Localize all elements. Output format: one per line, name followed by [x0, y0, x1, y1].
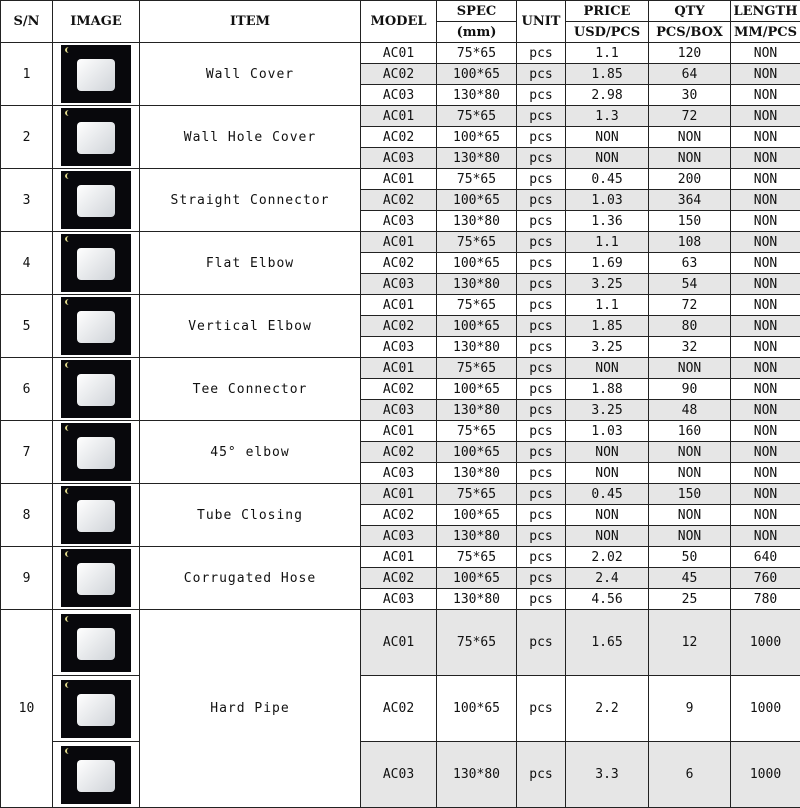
price-cell: NON: [566, 127, 649, 148]
spec-cell: 75*65: [437, 106, 517, 127]
unit-cell: pcs: [517, 85, 566, 106]
product-shape: [77, 628, 115, 660]
length-cell: 640: [731, 547, 800, 568]
qty-cell: 108: [649, 232, 731, 253]
length-cell: NON: [731, 337, 800, 358]
price-cell: 0.45: [566, 169, 649, 190]
header-spec-unit: (mm): [437, 22, 517, 43]
qty-cell: NON: [649, 442, 731, 463]
spec-cell: 130*80: [437, 211, 517, 232]
unit-cell: pcs: [517, 64, 566, 85]
product-shape: [77, 437, 115, 469]
length-cell: NON: [731, 295, 800, 316]
price-cell: 2.02: [566, 547, 649, 568]
item-name: Wall Cover: [140, 43, 361, 106]
spec-cell: 75*65: [437, 484, 517, 505]
product-image: [61, 680, 131, 738]
sn-cell: 5: [1, 295, 53, 358]
spec-cell: 130*80: [437, 589, 517, 610]
table-row: [1, 610, 800, 676]
logo-icon: [65, 173, 73, 179]
unit-cell: pcs: [517, 526, 566, 547]
price-cell: NON: [566, 358, 649, 379]
model-cell: AC01: [361, 610, 437, 676]
qty-cell: 160: [649, 421, 731, 442]
sn-cell: 1: [1, 43, 53, 106]
item-name: Tube Closing: [140, 484, 361, 547]
model-cell: AC02: [361, 253, 437, 274]
spec-cell: 130*80: [437, 274, 517, 295]
unit-cell: pcs: [517, 547, 566, 568]
unit-cell: pcs: [517, 253, 566, 274]
price-cell: NON: [566, 442, 649, 463]
header-image: IMAGE: [53, 1, 140, 43]
product-image: [61, 234, 131, 292]
length-cell: NON: [731, 253, 800, 274]
price-cell: 1.1: [566, 232, 649, 253]
price-cell: 1.1: [566, 295, 649, 316]
spec-cell: 100*65: [437, 253, 517, 274]
table-row: [1, 358, 800, 379]
model-cell: AC01: [361, 232, 437, 253]
model-cell: AC03: [361, 85, 437, 106]
sn-cell: 10: [1, 610, 53, 808]
spec-cell: 100*65: [437, 505, 517, 526]
qty-cell: NON: [649, 148, 731, 169]
logo-icon: [65, 47, 73, 53]
spec-cell: 100*65: [437, 64, 517, 85]
spec-cell: 130*80: [437, 337, 517, 358]
length-cell: NON: [731, 64, 800, 85]
model-cell: AC02: [361, 568, 437, 589]
table-row: [1, 295, 800, 316]
table-row: [1, 742, 800, 808]
unit-cell: pcs: [517, 676, 566, 742]
unit-cell: pcs: [517, 742, 566, 808]
price-cell: NON: [566, 463, 649, 484]
unit-cell: pcs: [517, 127, 566, 148]
price-cell: 2.2: [566, 676, 649, 742]
spec-cell: 130*80: [437, 400, 517, 421]
qty-cell: 45: [649, 568, 731, 589]
unit-cell: pcs: [517, 106, 566, 127]
header-price-unit: USD/PCS: [566, 22, 649, 43]
product-shape: [77, 59, 115, 91]
header-length: LENGTH: [731, 1, 800, 22]
table-row: [1, 106, 800, 127]
length-cell: 1000: [731, 676, 800, 742]
spec-cell: 130*80: [437, 742, 517, 808]
qty-cell: 150: [649, 484, 731, 505]
product-shape: [77, 563, 115, 595]
price-cell: NON: [566, 505, 649, 526]
qty-cell: 64: [649, 64, 731, 85]
item-name: Flat Elbow: [140, 232, 361, 295]
image-cell: [53, 484, 140, 547]
length-cell: NON: [731, 190, 800, 211]
model-cell: AC01: [361, 295, 437, 316]
price-cell: 1.85: [566, 64, 649, 85]
model-cell: AC02: [361, 379, 437, 400]
product-image: [61, 297, 131, 355]
model-cell: AC01: [361, 43, 437, 64]
spec-cell: 130*80: [437, 463, 517, 484]
price-cell: 1.1: [566, 43, 649, 64]
image-cell: [53, 742, 140, 808]
spec-cell: 75*65: [437, 295, 517, 316]
item-name: Corrugated Hose: [140, 547, 361, 610]
spec-cell: 75*65: [437, 610, 517, 676]
image-cell: [53, 169, 140, 232]
header-item: ITEM: [140, 1, 361, 43]
logo-icon: [65, 616, 73, 622]
price-cell: 0.45: [566, 484, 649, 505]
model-cell: AC03: [361, 337, 437, 358]
product-image: [61, 171, 131, 229]
unit-cell: pcs: [517, 379, 566, 400]
price-cell: 1.85: [566, 316, 649, 337]
length-cell: NON: [731, 316, 800, 337]
model-cell: AC01: [361, 484, 437, 505]
product-shape: [77, 374, 115, 406]
unit-cell: pcs: [517, 232, 566, 253]
length-cell: NON: [731, 505, 800, 526]
length-cell: NON: [731, 379, 800, 400]
price-cell: 3.25: [566, 274, 649, 295]
unit-cell: pcs: [517, 190, 566, 211]
price-cell: 1.65: [566, 610, 649, 676]
price-cell: 1.3: [566, 106, 649, 127]
product-shape: [77, 122, 115, 154]
table-row: [1, 169, 800, 190]
header-qty: QTY: [649, 1, 731, 22]
model-cell: AC02: [361, 316, 437, 337]
model-cell: AC02: [361, 127, 437, 148]
price-cell: 4.56: [566, 589, 649, 610]
unit-cell: pcs: [517, 400, 566, 421]
qty-cell: 364: [649, 190, 731, 211]
spec-cell: 100*65: [437, 442, 517, 463]
unit-cell: pcs: [517, 274, 566, 295]
model-cell: AC02: [361, 676, 437, 742]
table-row: [1, 484, 800, 505]
model-cell: AC03: [361, 742, 437, 808]
qty-cell: 72: [649, 106, 731, 127]
table-row: [1, 43, 800, 64]
qty-cell: 12: [649, 610, 731, 676]
price-cell: 1.03: [566, 190, 649, 211]
length-cell: NON: [731, 421, 800, 442]
unit-cell: pcs: [517, 316, 566, 337]
item-name: Hard Pipe: [140, 610, 361, 808]
spec-cell: 75*65: [437, 169, 517, 190]
spec-cell: 75*65: [437, 547, 517, 568]
logo-icon: [65, 425, 73, 431]
qty-cell: 120: [649, 43, 731, 64]
product-shape: [77, 185, 115, 217]
model-cell: AC01: [361, 547, 437, 568]
spec-cell: 130*80: [437, 148, 517, 169]
logo-icon: [65, 236, 73, 242]
spec-cell: 100*65: [437, 568, 517, 589]
unit-cell: pcs: [517, 505, 566, 526]
sn-cell: 3: [1, 169, 53, 232]
model-cell: AC02: [361, 442, 437, 463]
product-image: [61, 486, 131, 544]
qty-cell: 80: [649, 316, 731, 337]
spec-cell: 100*65: [437, 190, 517, 211]
length-cell: NON: [731, 106, 800, 127]
item-name: Straight Connector: [140, 169, 361, 232]
model-cell: AC03: [361, 400, 437, 421]
qty-cell: NON: [649, 505, 731, 526]
price-cell: 1.03: [566, 421, 649, 442]
product-image: [61, 423, 131, 481]
logo-icon: [65, 682, 73, 688]
product-image: [61, 108, 131, 166]
header-spec: SPEC: [437, 1, 517, 22]
logo-icon: [65, 299, 73, 305]
model-cell: AC03: [361, 526, 437, 547]
table-row: [1, 676, 800, 742]
price-cell: 2.98: [566, 85, 649, 106]
model-cell: AC03: [361, 211, 437, 232]
length-cell: NON: [731, 358, 800, 379]
price-cell: 1.36: [566, 211, 649, 232]
qty-cell: NON: [649, 463, 731, 484]
length-cell: NON: [731, 148, 800, 169]
product-image: [61, 614, 131, 672]
unit-cell: pcs: [517, 442, 566, 463]
qty-cell: 150: [649, 211, 731, 232]
item-name: 45° elbow: [140, 421, 361, 484]
spec-cell: 75*65: [437, 43, 517, 64]
header-unit: UNIT: [517, 1, 566, 43]
logo-icon: [65, 110, 73, 116]
length-cell: 780: [731, 589, 800, 610]
spec-cell: 130*80: [437, 85, 517, 106]
qty-cell: 9: [649, 676, 731, 742]
unit-cell: pcs: [517, 295, 566, 316]
image-cell: [53, 358, 140, 421]
unit-cell: pcs: [517, 568, 566, 589]
length-cell: NON: [731, 232, 800, 253]
qty-cell: 6: [649, 742, 731, 808]
unit-cell: pcs: [517, 211, 566, 232]
image-cell: [53, 43, 140, 106]
item-name: Vertical Elbow: [140, 295, 361, 358]
qty-cell: 30: [649, 85, 731, 106]
product-shape: [77, 694, 115, 726]
unit-cell: pcs: [517, 589, 566, 610]
product-image: [61, 549, 131, 607]
logo-icon: [65, 748, 73, 754]
spec-cell: 75*65: [437, 421, 517, 442]
price-cell: 2.4: [566, 568, 649, 589]
model-cell: AC01: [361, 169, 437, 190]
spec-cell: 100*65: [437, 676, 517, 742]
logo-icon: [65, 362, 73, 368]
spec-cell: 75*65: [437, 232, 517, 253]
model-cell: AC03: [361, 589, 437, 610]
qty-cell: 90: [649, 379, 731, 400]
length-cell: NON: [731, 85, 800, 106]
unit-cell: pcs: [517, 421, 566, 442]
length-cell: NON: [731, 484, 800, 505]
model-cell: AC01: [361, 358, 437, 379]
length-cell: NON: [731, 211, 800, 232]
length-cell: NON: [731, 400, 800, 421]
qty-cell: 48: [649, 400, 731, 421]
product-shape: [77, 760, 115, 792]
length-cell: 760: [731, 568, 800, 589]
header-length-unit: MM/PCS: [731, 22, 800, 43]
product-shape: [77, 248, 115, 280]
model-cell: AC01: [361, 421, 437, 442]
unit-cell: pcs: [517, 463, 566, 484]
sn-cell: 9: [1, 547, 53, 610]
price-cell: 1.88: [566, 379, 649, 400]
price-cell: 3.3: [566, 742, 649, 808]
header-model: MODEL: [361, 1, 437, 43]
spec-cell: 100*65: [437, 379, 517, 400]
unit-cell: pcs: [517, 148, 566, 169]
product-image: [61, 360, 131, 418]
product-image: [61, 746, 131, 804]
image-cell: [53, 421, 140, 484]
model-cell: AC03: [361, 274, 437, 295]
spec-cell: 100*65: [437, 316, 517, 337]
price-cell: NON: [566, 148, 649, 169]
length-cell: NON: [731, 274, 800, 295]
length-cell: NON: [731, 463, 800, 484]
unit-cell: pcs: [517, 358, 566, 379]
sn-cell: 7: [1, 421, 53, 484]
qty-cell: NON: [649, 127, 731, 148]
qty-cell: 32: [649, 337, 731, 358]
image-cell: [53, 232, 140, 295]
price-cell: 3.25: [566, 400, 649, 421]
sn-cell: 8: [1, 484, 53, 547]
table-row: [1, 547, 800, 568]
length-cell: 1000: [731, 742, 800, 808]
sn-cell: 2: [1, 106, 53, 169]
model-cell: AC03: [361, 463, 437, 484]
price-cell: 3.25: [566, 337, 649, 358]
sn-cell: 4: [1, 232, 53, 295]
length-cell: NON: [731, 43, 800, 64]
image-cell: [53, 676, 140, 742]
sn-cell: 6: [1, 358, 53, 421]
qty-cell: NON: [649, 358, 731, 379]
table-row: [1, 421, 800, 442]
image-cell: [53, 547, 140, 610]
header-sn: S/N: [1, 1, 53, 43]
image-cell: [53, 295, 140, 358]
spec-cell: 130*80: [437, 526, 517, 547]
qty-cell: 54: [649, 274, 731, 295]
price-cell: 1.69: [566, 253, 649, 274]
product-image: [61, 45, 131, 103]
model-cell: AC02: [361, 64, 437, 85]
header-price: PRICE: [566, 1, 649, 22]
image-cell: [53, 106, 140, 169]
unit-cell: pcs: [517, 169, 566, 190]
qty-cell: 200: [649, 169, 731, 190]
qty-cell: 25: [649, 589, 731, 610]
length-cell: 1000: [731, 610, 800, 676]
qty-cell: 63: [649, 253, 731, 274]
model-cell: AC01: [361, 106, 437, 127]
spec-cell: 75*65: [437, 358, 517, 379]
product-shape: [77, 500, 115, 532]
item-name: Tee Connector: [140, 358, 361, 421]
price-cell: NON: [566, 526, 649, 547]
unit-cell: pcs: [517, 484, 566, 505]
model-cell: AC02: [361, 505, 437, 526]
qty-cell: NON: [649, 526, 731, 547]
unit-cell: pcs: [517, 610, 566, 676]
logo-icon: [65, 488, 73, 494]
length-cell: NON: [731, 169, 800, 190]
item-name: Wall Hole Cover: [140, 106, 361, 169]
unit-cell: pcs: [517, 43, 566, 64]
product-shape: [77, 311, 115, 343]
unit-cell: pcs: [517, 337, 566, 358]
qty-cell: 72: [649, 295, 731, 316]
logo-icon: [65, 551, 73, 557]
header-qty-unit: PCS/BOX: [649, 22, 731, 43]
model-cell: AC03: [361, 148, 437, 169]
image-cell: [53, 610, 140, 676]
table-row: [1, 232, 800, 253]
model-cell: AC02: [361, 190, 437, 211]
length-cell: NON: [731, 442, 800, 463]
qty-cell: 50: [649, 547, 731, 568]
length-cell: NON: [731, 526, 800, 547]
length-cell: NON: [731, 127, 800, 148]
spec-cell: 100*65: [437, 127, 517, 148]
